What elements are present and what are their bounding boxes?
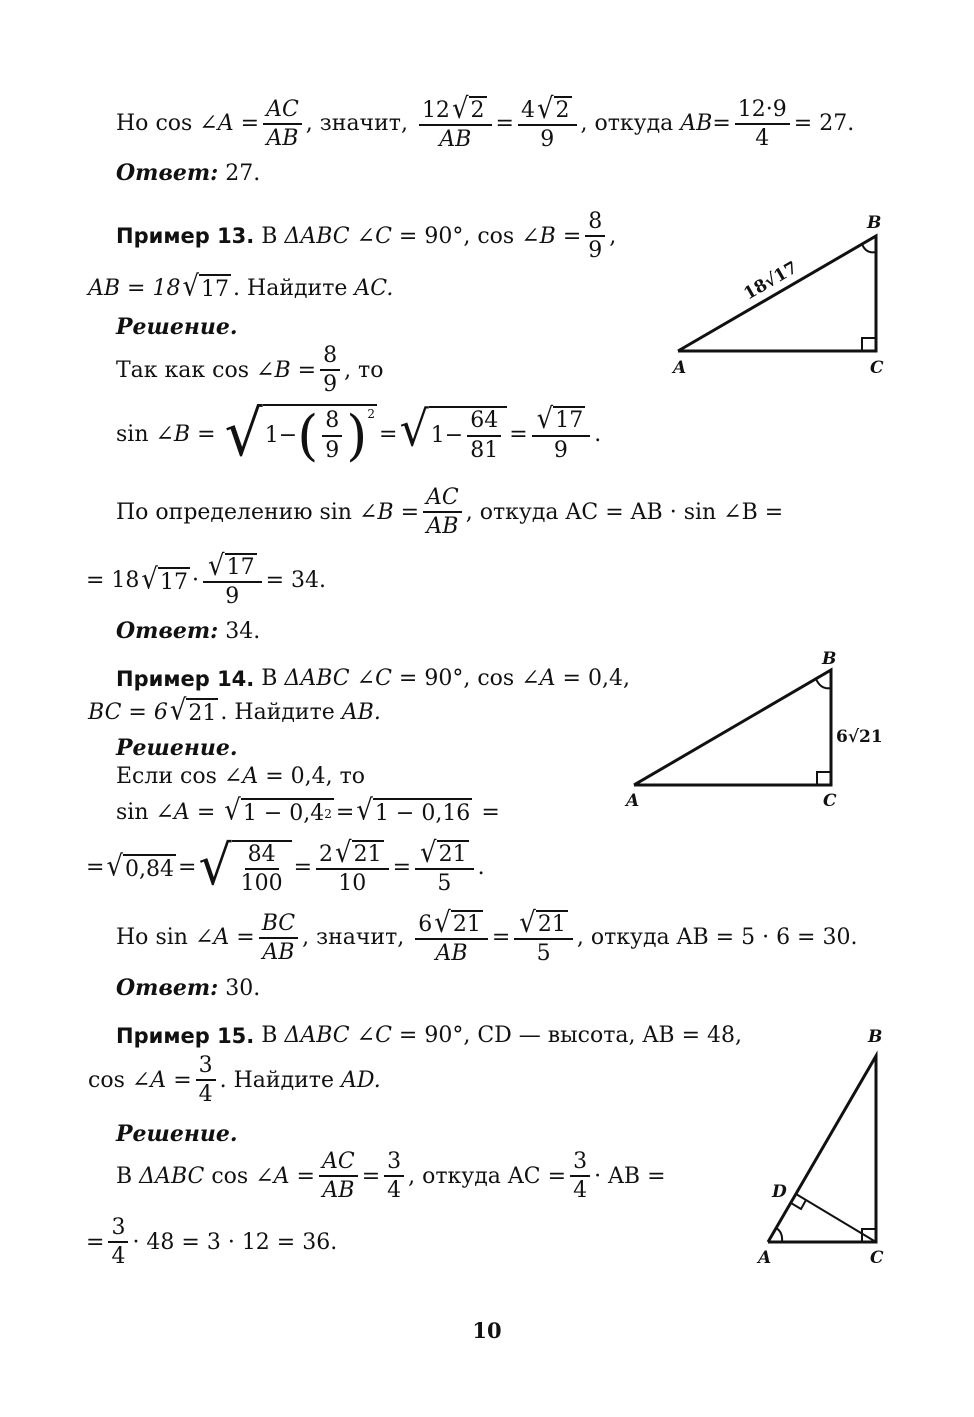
text: 6 [418, 912, 433, 937]
denominator: 4 [198, 1082, 213, 1108]
exponent: 2 [367, 407, 376, 421]
text: . Найдите [233, 275, 348, 301]
sqrt [106, 849, 176, 883]
text: = 34. [265, 568, 326, 594]
ex15-line3 [116, 1150, 666, 1202]
fraction-3-4 [384, 1150, 404, 1202]
text: 2 [319, 842, 334, 867]
text: sin [116, 799, 149, 825]
sqrt [356, 794, 472, 828]
triangle-figure-13 [660, 210, 900, 385]
text: В [116, 1163, 133, 1189]
radicand: 2 [470, 98, 485, 123]
text: = [296, 1163, 315, 1189]
solution-label: Решение. [116, 735, 238, 761]
sqrt [519, 906, 568, 940]
denominator: 4 [755, 125, 770, 151]
fraction-r21-5 [514, 906, 573, 967]
triangle-figure-15 [750, 1020, 910, 1270]
solution-label: Решение. [116, 1121, 238, 1147]
text: = [400, 499, 420, 525]
side-label-14: 6√21 [836, 727, 883, 747]
text: 1 [430, 423, 445, 448]
paren-right: ) [346, 403, 368, 467]
sqrt [224, 794, 334, 828]
text: В [261, 223, 278, 249]
text: ∠B [358, 499, 394, 525]
text: , [609, 223, 617, 249]
sqrt [420, 836, 469, 870]
text: = [491, 925, 511, 951]
sqrt [182, 270, 231, 304]
text: 1 [264, 423, 279, 448]
answer-p12 [116, 160, 260, 186]
fraction-84-100 [238, 843, 286, 895]
text: · [192, 568, 199, 594]
text: AD. [340, 1067, 381, 1093]
ex13-line4 [116, 397, 602, 471]
sqrt-big [224, 397, 377, 471]
radical: √ [198, 834, 232, 898]
text: ∠C [356, 223, 392, 249]
text: = 90°, CD — высота, AB = 48, [398, 1023, 742, 1048]
text: ∠B [155, 421, 191, 447]
text: В [261, 1023, 278, 1048]
fraction-r17-9 [203, 549, 262, 610]
vertex-label-a: A [758, 1248, 772, 1268]
text: · 48 = 3 · 12 = 36. [132, 1229, 338, 1255]
text: ∠A [223, 764, 259, 789]
fraction-4r2-9 [518, 92, 577, 153]
denominator: AB [322, 1178, 355, 1204]
text: ∠B [256, 357, 291, 383]
text: cos [211, 1163, 249, 1189]
denominator: 10 [338, 871, 367, 897]
exponent: 2 [324, 806, 332, 821]
text: ∠A [131, 1067, 167, 1093]
radicand: 17 [158, 567, 190, 595]
fraction-3-4 [108, 1216, 128, 1268]
text: AC. [354, 275, 394, 301]
text: = [379, 421, 398, 447]
text: ∠A [194, 925, 230, 951]
text: = 90°, [398, 666, 471, 691]
text: 4 [520, 98, 535, 123]
text: . [594, 421, 602, 447]
radicand: 17 [555, 408, 584, 434]
text: cos [155, 111, 193, 137]
text: = 0,4 [265, 764, 326, 789]
text: . Найдите [220, 699, 335, 725]
numerator: 84 [245, 843, 279, 870]
vertex-label-a: A [626, 791, 640, 811]
text: BC = 6 [88, 699, 168, 725]
text: = [297, 357, 317, 383]
ex15-solution [116, 1121, 238, 1147]
radical: √ [536, 402, 554, 436]
text: = [361, 1163, 381, 1189]
numerator [518, 92, 577, 126]
text: ∠C [356, 666, 392, 691]
text: sin [319, 499, 352, 525]
sqrt [536, 402, 586, 436]
text: AB [680, 111, 713, 137]
text: . [477, 855, 485, 881]
text: AB. [341, 699, 381, 725]
denominator: AB [426, 514, 459, 540]
vertex-label-b: B [868, 1027, 883, 1047]
triangle-13-sides [678, 236, 876, 351]
fraction-ac-ab [319, 1150, 358, 1202]
ex13-line3 [116, 344, 383, 396]
text: cos [477, 666, 515, 691]
numerator [419, 92, 492, 126]
text: = [293, 855, 313, 881]
radical: √ [106, 849, 124, 883]
radicand: 21 [353, 842, 382, 867]
denominator: 9 [588, 238, 603, 264]
text: Но [116, 925, 149, 951]
radical: √ [335, 836, 352, 870]
denominator: AB [435, 941, 468, 967]
text: sin [116, 421, 149, 447]
fraction-r21-5 [415, 836, 474, 897]
ex15-header [116, 1023, 742, 1048]
text: ∠A [255, 1163, 290, 1189]
triangle-14-sides [634, 670, 831, 785]
radicand: 0,84 [123, 854, 176, 882]
sqrt [434, 906, 483, 940]
fraction-ac-ab [423, 486, 462, 538]
denominator: 81 [470, 437, 499, 463]
sqrt [208, 549, 257, 583]
text: = [197, 421, 216, 447]
text: = [178, 855, 197, 881]
text: 12 [421, 98, 450, 123]
triangle-figure-14 [620, 645, 900, 820]
text: = [335, 799, 355, 825]
text: , то [344, 357, 384, 383]
denominator: AB [266, 125, 299, 151]
numerator: BC [259, 912, 298, 939]
text: Так как [116, 357, 206, 383]
radicand [232, 840, 292, 895]
text: В [261, 666, 278, 691]
text: , значит, [305, 111, 408, 137]
numerator: 3 [196, 1054, 216, 1081]
text: sin [155, 925, 188, 951]
text: ∠B [521, 223, 556, 249]
text: = 0,4, [562, 666, 630, 691]
numerator [415, 906, 488, 940]
answer-label: Ответ: [116, 160, 219, 186]
example-title: Пример 13. [116, 224, 255, 249]
text: = 18 [86, 568, 140, 594]
triangle-15-sides [768, 1056, 876, 1242]
denominator: AB [262, 939, 295, 965]
angle-arc-a [776, 1228, 782, 1242]
ex14-line2 [88, 694, 381, 728]
numerator: 8 [322, 409, 342, 436]
ex13-line6 [86, 549, 326, 610]
fraction-8-9 [322, 409, 342, 461]
text: ΔABC [139, 1163, 205, 1189]
side-label-13: 18√17 [740, 257, 802, 305]
text: ΔABC [284, 666, 350, 691]
text: = [712, 111, 731, 137]
text: = [236, 925, 255, 951]
text: = [173, 1067, 192, 1093]
text: , откуда AC = AB · sin ∠B = [465, 499, 784, 525]
numerator [203, 549, 262, 583]
line-p12-main [116, 92, 855, 153]
text: = [392, 855, 412, 881]
denominator: 9 [540, 127, 555, 153]
text: Но [116, 111, 149, 137]
text: = [481, 799, 500, 825]
text: · AB = [594, 1163, 666, 1189]
fraction-8-9 [320, 344, 340, 396]
ex14-line3 [116, 764, 365, 789]
numerator [316, 836, 389, 870]
text: = [509, 421, 528, 447]
radicand [429, 406, 507, 461]
answer-label: Ответ: [116, 975, 219, 1001]
right-angle-mark [862, 338, 876, 351]
denominator: 100 [240, 871, 283, 897]
radicand: 2 [555, 98, 570, 123]
text: , откуда [580, 111, 674, 137]
text: , откуда AC = [408, 1163, 567, 1189]
text: cos [477, 223, 515, 249]
radical: √ [141, 562, 158, 596]
radicand [241, 798, 334, 826]
numerator: 8 [320, 344, 340, 371]
example-title: Пример 15. [116, 1023, 255, 1048]
ex15-line4 [86, 1216, 337, 1268]
text: ∠A [199, 111, 234, 137]
ex13-line5 [116, 486, 783, 538]
page-number: 10 [472, 1318, 502, 1343]
text: = [196, 799, 216, 825]
text: = [86, 855, 105, 881]
radical: √ [208, 549, 225, 583]
text: AB = 18 [88, 275, 181, 301]
numerator [514, 906, 573, 940]
numerator: 64 [467, 409, 501, 436]
radicand: 17 [226, 555, 255, 580]
sqrt [169, 694, 219, 728]
radical: √ [224, 794, 241, 828]
answer-ex13 [116, 618, 260, 644]
text: = 90°, [398, 223, 471, 249]
denominator: 9 [323, 372, 338, 398]
denominator: 4 [573, 1178, 588, 1204]
radicand: 21 [452, 912, 481, 937]
radical: √ [224, 397, 263, 471]
numerator: 3 [108, 1216, 128, 1243]
text: . Найдите [219, 1067, 334, 1093]
sqrt [399, 400, 507, 463]
fraction-8-9 [585, 210, 605, 262]
ex13-header [116, 210, 616, 262]
vertex-label-d: D [772, 1182, 787, 1202]
fraction-r17-9 [532, 402, 591, 463]
text: = [86, 1229, 105, 1255]
radicand: 21 [537, 912, 566, 937]
radical: √ [182, 270, 200, 304]
fraction-3-4 [196, 1054, 216, 1106]
ex14-solution [116, 735, 238, 761]
text: = 27. [793, 111, 855, 137]
radicand: 21 [186, 698, 218, 726]
sqrt-big [198, 834, 291, 898]
text: cos [88, 1067, 125, 1093]
numerator [532, 402, 591, 436]
numerator: 12·9 [735, 98, 790, 125]
angle-arc-b [862, 244, 876, 252]
fraction-12x9-4 [735, 98, 790, 150]
text: 1 − 0,4 [242, 801, 325, 826]
sqrt [141, 562, 190, 596]
answer-ex14 [116, 975, 260, 1001]
ex13-line2 [88, 270, 394, 304]
numerator: 3 [384, 1150, 404, 1177]
denominator: 4 [387, 1178, 402, 1204]
radical: √ [356, 794, 373, 828]
numerator: 3 [570, 1150, 590, 1177]
radicand [263, 403, 377, 467]
denominator: 5 [536, 941, 551, 967]
text: Если [116, 764, 174, 789]
numerator: AC [263, 98, 302, 125]
radical: √ [519, 906, 536, 940]
radical: √ [169, 694, 187, 728]
vertex-label-a: A [673, 358, 687, 378]
sqrt [451, 92, 487, 126]
vertex-label-c: C [870, 358, 884, 378]
text: = [495, 111, 514, 137]
text: ΔABC [284, 1023, 350, 1048]
fraction-12r2-ab [419, 92, 492, 153]
radicand: 21 [438, 842, 467, 867]
numerator: AC [423, 486, 462, 513]
answer-value: 27. [225, 160, 261, 186]
ex13-solution [116, 314, 238, 340]
ex14-line6 [116, 906, 858, 967]
numerator: AC [319, 1150, 358, 1177]
fraction-3-4 [570, 1150, 590, 1202]
answer-value: 30. [225, 975, 261, 1001]
text: cos [180, 764, 217, 789]
text: , то [325, 764, 366, 789]
fraction-64-81 [467, 409, 501, 461]
text: , значит, [302, 925, 405, 951]
radical: √ [434, 906, 451, 940]
sqrt [536, 92, 572, 126]
vertex-label-c: C [823, 791, 837, 811]
text: cos [212, 357, 250, 383]
text: ΔABC [284, 223, 350, 249]
vertex-label-b: B [867, 213, 882, 233]
radicand: 17 [199, 274, 231, 302]
fraction-bc-ab [259, 912, 298, 964]
text: ∠C [356, 1023, 392, 1048]
denominator: 9 [225, 584, 240, 610]
answer-value: 34. [225, 618, 261, 644]
text: ∠A [155, 799, 190, 825]
text: − [278, 423, 298, 448]
fraction-6r21-ab [415, 906, 488, 967]
denominator: 4 [111, 1244, 126, 1270]
fraction-ac-ab [263, 98, 302, 150]
vertex-label-b: B [822, 649, 837, 669]
text: = [240, 111, 260, 137]
sqrt [335, 836, 384, 870]
radical: √ [536, 92, 554, 126]
answer-label: Ответ: [116, 618, 219, 644]
vertex-label-c: C [870, 1248, 884, 1268]
angle-arc-b [816, 679, 831, 688]
text: По определению [116, 499, 313, 525]
altitude-cd [796, 1194, 876, 1242]
numerator [415, 836, 474, 870]
radical: √ [451, 92, 469, 126]
right-angle-mark [817, 772, 831, 785]
ex14-line5 [86, 834, 485, 898]
ex15-line2 [88, 1054, 381, 1106]
paren-left: ( [297, 403, 319, 467]
text: ∠A [521, 666, 556, 691]
text: − [444, 423, 464, 448]
text: , откуда AB = 5 · 6 = 30. [576, 925, 858, 951]
fraction-2r21-10 [316, 836, 389, 897]
ex14-line4 [116, 794, 500, 828]
ex14-header [116, 666, 630, 691]
denominator: 9 [325, 437, 340, 463]
denominator: 9 [553, 437, 568, 463]
radical: √ [399, 400, 429, 458]
text: = [562, 223, 582, 249]
radicand: 1 − 0,16 [373, 798, 472, 826]
denominator: 5 [437, 871, 452, 897]
radical: √ [420, 836, 437, 870]
solution-label: Решение. [116, 314, 238, 340]
denominator: AB [439, 127, 472, 153]
example-title: Пример 14. [116, 666, 255, 691]
numerator: 8 [585, 210, 605, 237]
